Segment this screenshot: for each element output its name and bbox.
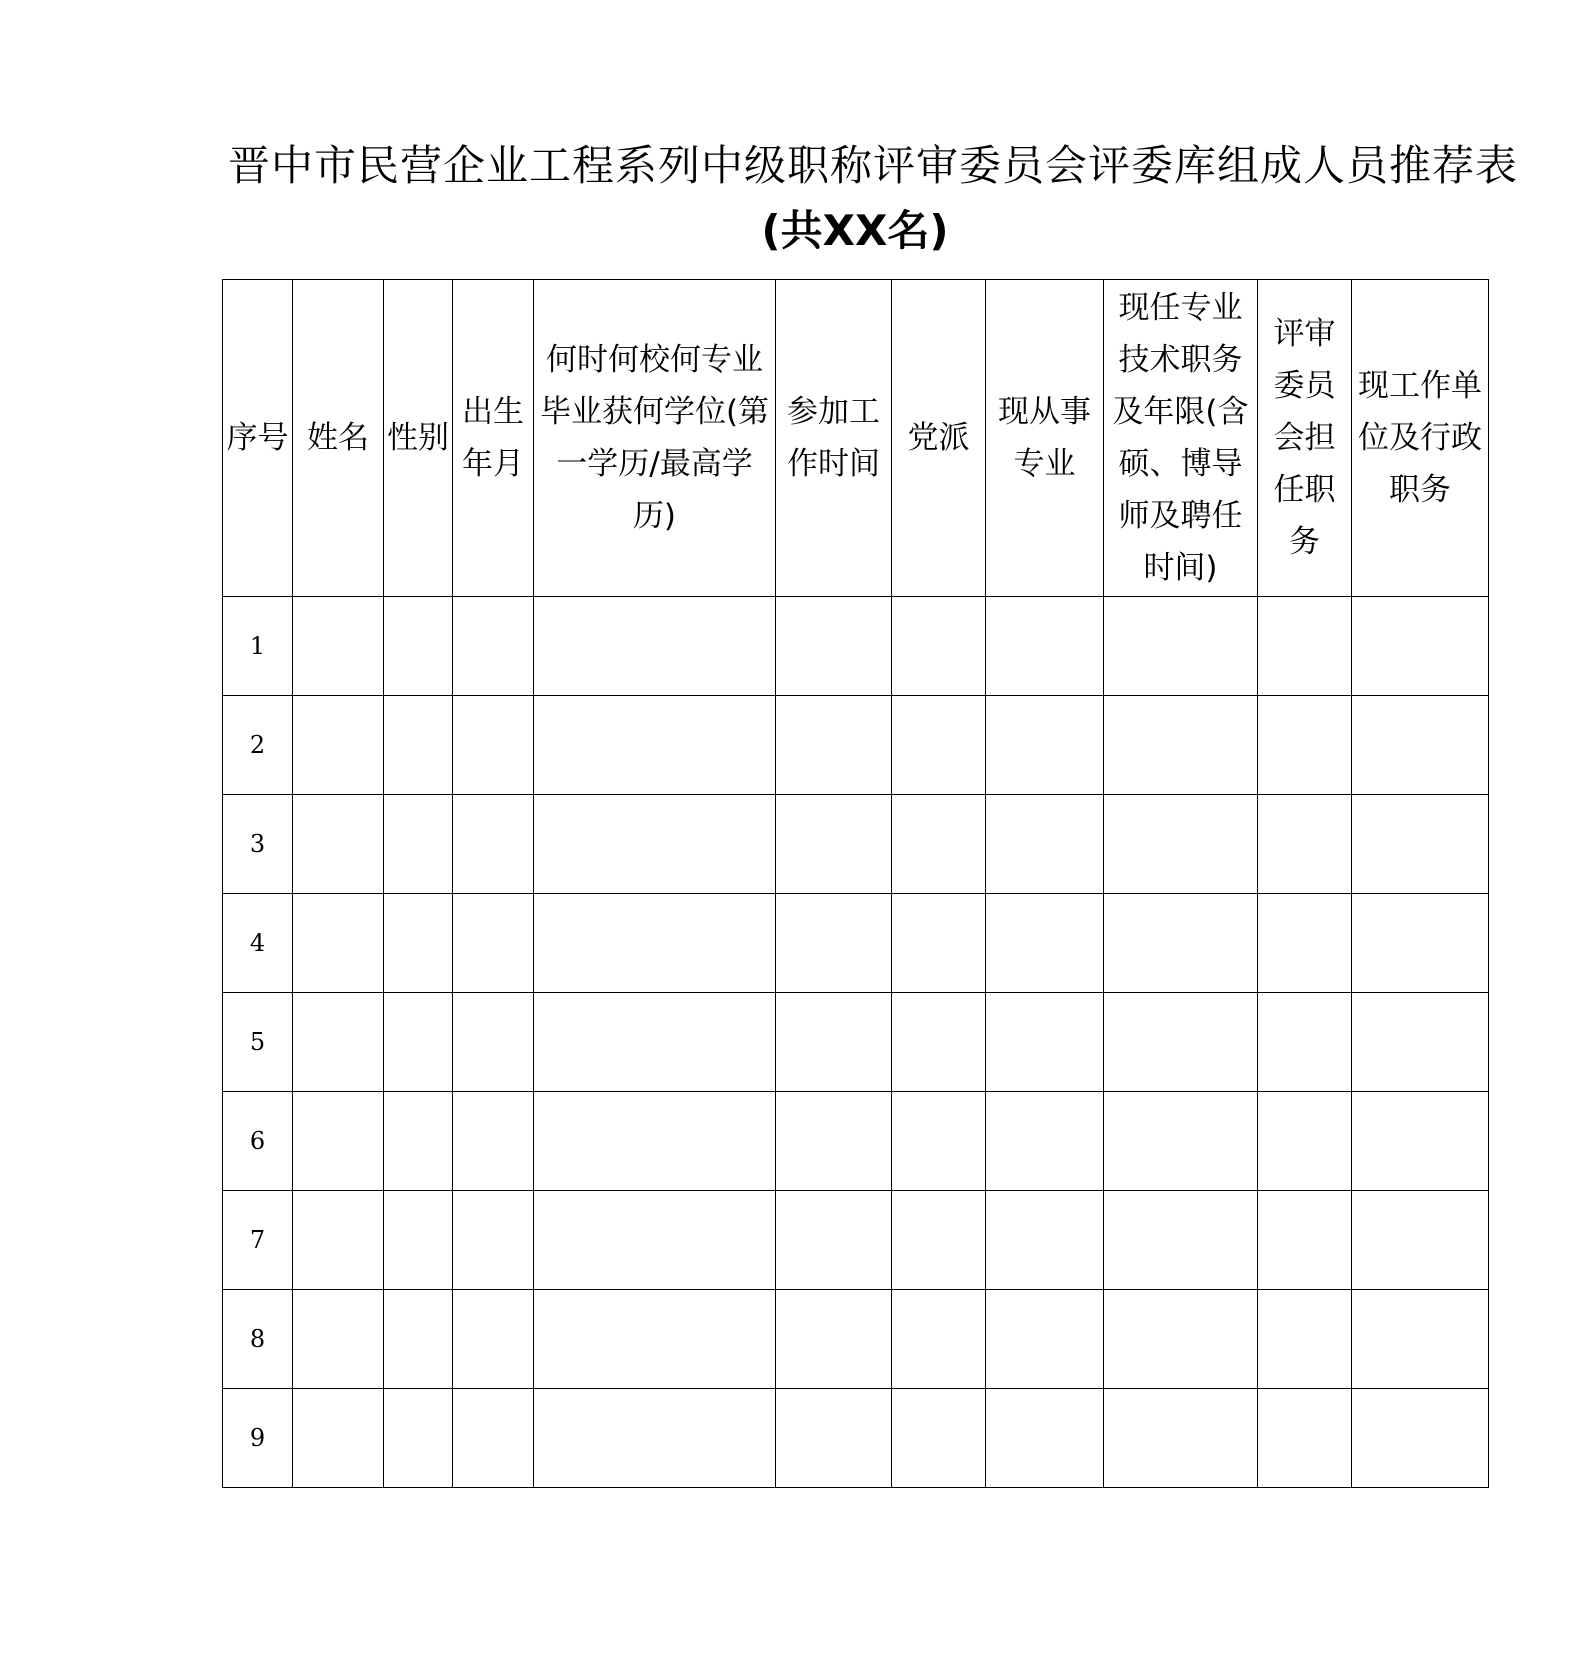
row-number: 1 [223, 597, 293, 696]
party-cell[interactable] [892, 894, 986, 993]
name-cell[interactable] [293, 993, 384, 1092]
education-cell[interactable] [534, 795, 776, 894]
employer-cell[interactable] [1352, 597, 1489, 696]
specialty-cell[interactable] [986, 597, 1104, 696]
committee-role-cell[interactable] [1258, 1191, 1352, 1290]
education-cell[interactable] [534, 597, 776, 696]
table-row [223, 894, 1489, 993]
work-start-cell[interactable] [776, 1389, 892, 1488]
gender-cell[interactable] [384, 696, 453, 795]
name-cell[interactable] [293, 795, 384, 894]
party-cell[interactable] [892, 1092, 986, 1191]
party-cell[interactable] [892, 993, 986, 1092]
header-label: 序号 [226, 420, 289, 456]
specialty-cell[interactable] [986, 1092, 1104, 1191]
row-number: 6 [223, 1092, 293, 1191]
row-number: 8 [223, 1290, 293, 1389]
employer-cell[interactable] [1352, 1191, 1489, 1290]
education-cell[interactable] [534, 894, 776, 993]
gender-cell[interactable] [384, 993, 453, 1092]
header-label: 性别 [387, 420, 449, 456]
header-label: 姓名 [307, 420, 369, 456]
header-cell [453, 280, 534, 597]
title-cell[interactable] [1104, 1191, 1258, 1290]
work-start-cell[interactable] [776, 1092, 892, 1191]
row-number: 7 [223, 1191, 293, 1290]
header-cell [986, 280, 1104, 597]
specialty-cell[interactable] [986, 993, 1104, 1092]
table-row [223, 993, 1489, 1092]
gender-cell[interactable] [384, 1290, 453, 1389]
birth-date-cell[interactable] [453, 894, 534, 993]
document-title: 晋中市民营企业工程系列中级职称评审委员会评委库组成人员推荐表 [228, 141, 1519, 190]
header-label: 党派 [907, 420, 970, 456]
table-row [223, 696, 1489, 795]
header-label: 何时何校何专业毕业获何学位(第一学历/最高学历) [539, 342, 770, 534]
title-cell[interactable] [1104, 993, 1258, 1092]
party-cell[interactable] [892, 597, 986, 696]
row-number: 5 [223, 993, 293, 1092]
birth-date-cell[interactable] [453, 597, 534, 696]
specialty-cell[interactable] [986, 894, 1104, 993]
committee-role-cell[interactable] [1258, 696, 1352, 795]
title-cell[interactable] [1104, 597, 1258, 696]
name-cell[interactable] [293, 1092, 384, 1191]
table-row [223, 1092, 1489, 1191]
employer-cell[interactable] [1352, 1290, 1489, 1389]
party-cell[interactable] [892, 795, 986, 894]
committee-role-cell[interactable] [1258, 795, 1352, 894]
title-cell[interactable] [1104, 1092, 1258, 1191]
header-label: 现任专业技术职务及年限(含硕、博导师及聘任时间) [1112, 290, 1249, 586]
work-start-cell[interactable] [776, 1191, 892, 1290]
gender-cell[interactable] [384, 795, 453, 894]
gender-cell[interactable] [384, 1092, 453, 1191]
gender-cell[interactable] [384, 1191, 453, 1290]
birth-date-cell[interactable] [453, 993, 534, 1092]
education-cell[interactable] [534, 696, 776, 795]
table-row [223, 1290, 1489, 1389]
title-cell[interactable] [1104, 894, 1258, 993]
employer-cell[interactable] [1352, 894, 1489, 993]
education-cell[interactable] [534, 1092, 776, 1191]
row-number: 3 [223, 795, 293, 894]
title-cell[interactable] [1104, 795, 1258, 894]
employer-cell[interactable] [1352, 993, 1489, 1092]
name-cell[interactable] [293, 696, 384, 795]
education-cell[interactable] [534, 1191, 776, 1290]
title-cell[interactable] [1104, 1389, 1258, 1488]
employer-cell[interactable] [1352, 1389, 1489, 1488]
specialty-cell[interactable] [986, 696, 1104, 795]
birth-date-cell[interactable] [453, 1092, 534, 1191]
party-cell[interactable] [892, 1191, 986, 1290]
work-start-cell[interactable] [776, 597, 892, 696]
header-label: 现工作单位及行政职务 [1358, 368, 1482, 508]
name-cell[interactable] [293, 597, 384, 696]
committee-role-cell[interactable] [1258, 1389, 1352, 1488]
header-cell [892, 280, 986, 597]
committee-role-cell[interactable] [1258, 1290, 1352, 1389]
header-cell [1258, 280, 1352, 597]
employer-cell[interactable] [1352, 696, 1489, 795]
row-number: 4 [223, 894, 293, 993]
party-cell[interactable] [892, 1290, 986, 1389]
work-start-cell[interactable] [776, 993, 892, 1092]
work-start-cell[interactable] [776, 1290, 892, 1389]
committee-role-cell[interactable] [1258, 993, 1352, 1092]
title-cell[interactable] [1104, 1290, 1258, 1389]
specialty-cell[interactable] [986, 1290, 1104, 1389]
header-cell [384, 280, 453, 597]
birth-date-cell[interactable] [453, 1389, 534, 1488]
name-cell[interactable] [293, 1290, 384, 1389]
header-label: 现从事专业 [998, 394, 1091, 482]
header-cell [1104, 280, 1258, 597]
work-start-cell[interactable] [776, 894, 892, 993]
gender-cell[interactable] [384, 894, 453, 993]
header-cell [534, 280, 776, 597]
employer-cell[interactable] [1352, 1092, 1489, 1191]
document-subtitle: (共XX名) [761, 206, 949, 255]
name-cell[interactable] [293, 894, 384, 993]
education-cell[interactable] [534, 1290, 776, 1389]
table-row [223, 597, 1489, 696]
birth-date-cell[interactable] [453, 1191, 534, 1290]
birth-date-cell[interactable] [453, 696, 534, 795]
committee-role-cell[interactable] [1258, 1092, 1352, 1191]
recommendation-table [222, 279, 1489, 1488]
party-cell[interactable] [892, 1389, 986, 1488]
work-start-cell[interactable] [776, 696, 892, 795]
table-row [223, 1191, 1489, 1290]
employer-cell[interactable] [1352, 795, 1489, 894]
row-number: 9 [223, 1389, 293, 1488]
specialty-cell[interactable] [986, 795, 1104, 894]
name-cell[interactable] [293, 1389, 384, 1488]
table-row [223, 1389, 1489, 1488]
header-label: 出生年月 [462, 394, 524, 482]
header-cell [1352, 280, 1489, 597]
party-cell[interactable] [892, 696, 986, 795]
birth-date-cell[interactable] [453, 795, 534, 894]
specialty-cell[interactable] [986, 1389, 1104, 1488]
header-label: 评审委员会担任职务 [1273, 316, 1336, 560]
header-label: 参加工作时间 [787, 394, 880, 482]
gender-cell[interactable] [384, 1389, 453, 1488]
specialty-cell[interactable] [986, 1191, 1104, 1290]
header-cell [776, 280, 892, 597]
birth-date-cell[interactable] [453, 1290, 534, 1389]
header-cell [293, 280, 384, 597]
work-start-cell[interactable] [776, 795, 892, 894]
header-cell [223, 280, 293, 597]
education-cell[interactable] [534, 993, 776, 1092]
header-row [223, 280, 1489, 597]
name-cell[interactable] [293, 1191, 384, 1290]
title-cell[interactable] [1104, 696, 1258, 795]
table-row [223, 795, 1489, 894]
row-number: 2 [223, 696, 293, 795]
education-cell[interactable] [534, 1389, 776, 1488]
committee-role-cell[interactable] [1258, 894, 1352, 993]
gender-cell[interactable] [384, 597, 453, 696]
committee-role-cell[interactable] [1258, 597, 1352, 696]
